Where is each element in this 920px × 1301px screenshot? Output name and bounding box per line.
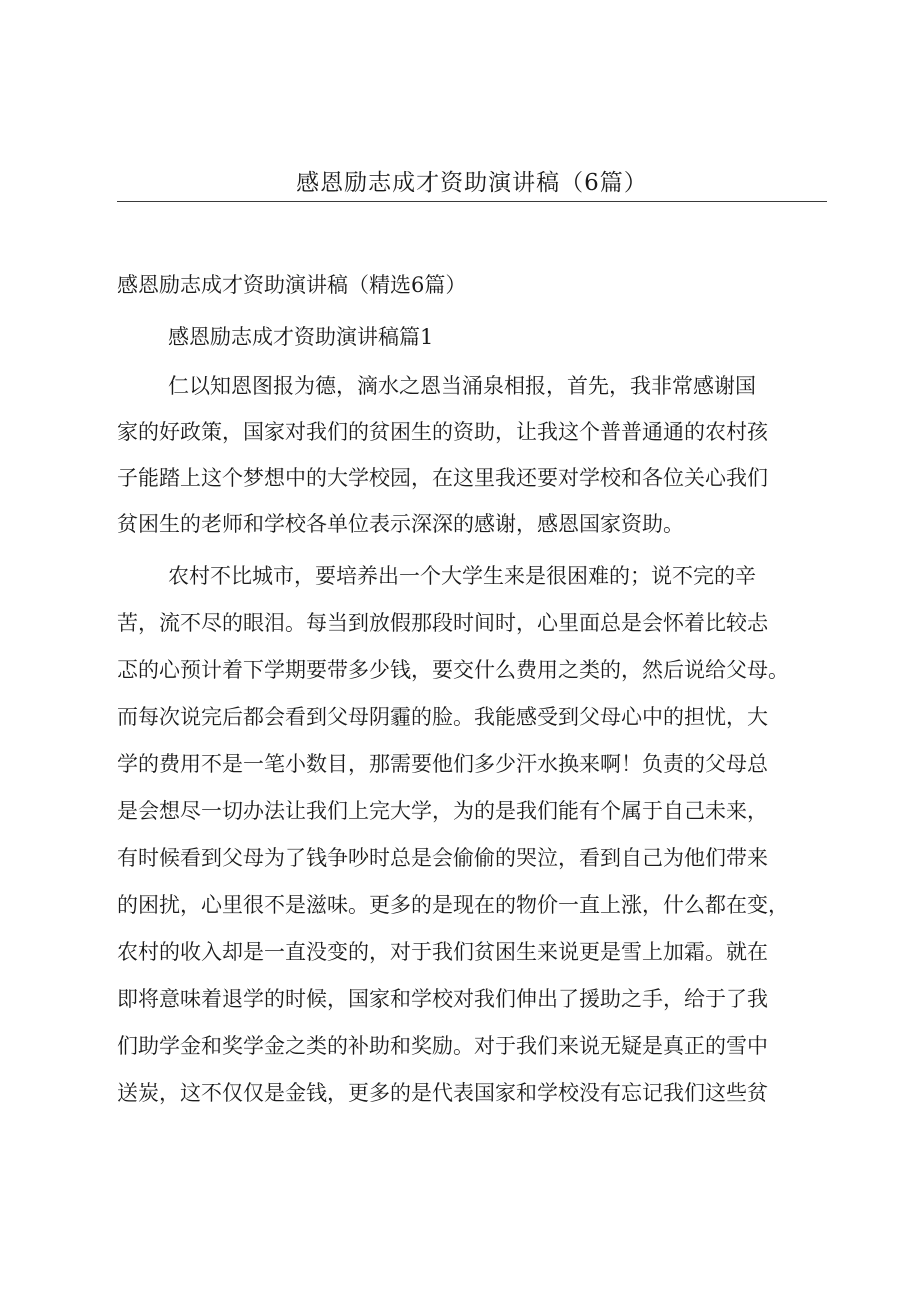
document-subtitle: 感恩励志成才资助演讲稿（精选6篇） [117,273,467,297]
paragraph-line: 送炭，这不仅仅是金钱，更多的是代表国家和学校没有忘记我们这些贫 [117,1081,768,1105]
paragraph-line: 仁以知恩图报为德，滴水之恩当涌泉相报，首先，我非常感谢国 [168,374,756,398]
paragraph-line: 贫困生的老师和学校各单位表示深深的感谢，感恩国家资助。 [117,512,684,536]
paragraph-line: 有时候看到父母为了钱争吵时总是会偷偷的哭泣，看到自己为他们带来 [117,846,768,870]
paragraph-line: 农村不比城市，要培养出一个大学生来是很困难的；说不完的辛 [168,564,756,588]
paragraph-line: 家的好政策，国家对我们的贫困生的资助，让我这个普普通通的农村孩 [117,420,768,444]
section-heading: 感恩励志成才资助演讲稿篇1 [168,325,434,349]
title-underline [117,201,827,202]
paragraph-line: 学的费用不是一笔小数目，那需要他们多少汗水换来啊！负责的父母总 [117,752,768,776]
paragraph-line: 子能踏上这个梦想中的大学校园，在这里我还要对学校和各位关心我们 [117,466,768,490]
document-title: 感恩励志成才资助演讲稿（6篇） [296,170,648,196]
paragraph-line: 而每次说完后都会看到父母阴霾的脸。我能感受到父母心中的担忧，大 [117,705,768,729]
paragraph-line: 即将意味着退学的时候，国家和学校对我们伸出了援助之手，给于了我 [117,987,768,1011]
paragraph-line: 的困扰，心里很不是滋味。更多的是现在的物价一直上涨，什么都在变， [117,893,789,917]
paragraph-line: 忑的心预计着下学期要带多少钱，要交什么费用之类的，然后说给父母。 [117,658,789,682]
paragraph-line: 苦，流不尽的眼泪。每当到放假那段时间时，心里面总是会怀着比较忐 [117,611,768,635]
paragraph-line: 农村的收入却是一直没变的，对于我们贫困生来说更是雪上加霜。就在 [117,940,768,964]
paragraph-line: 们助学金和奖学金之类的补助和奖励。对于我们来说无疑是真正的雪中 [117,1034,768,1058]
paragraph-line: 是会想尽一切办法让我们上完大学，为的是我们能有个属于自己未来， [117,799,768,823]
